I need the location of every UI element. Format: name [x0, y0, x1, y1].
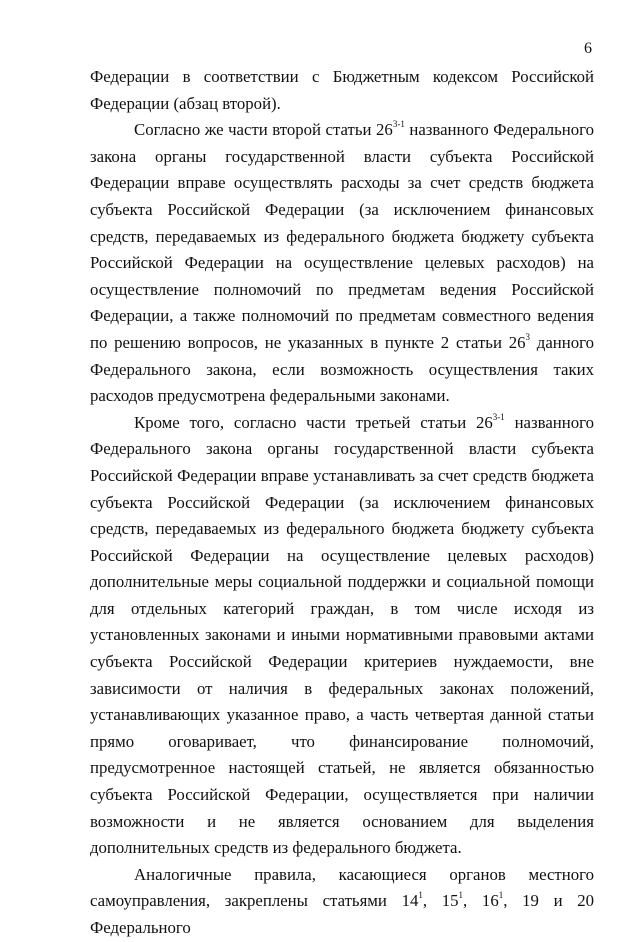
- page-number: 6: [584, 40, 592, 57]
- paragraph: [90, 117, 594, 410]
- paragraph: [90, 410, 594, 862]
- superscript: 1: [458, 890, 464, 901]
- paragraph-text: названного Федерального закона органы государственной власти субъекта Российской Федерации вправе осуществлять расходы за счет средств бюджета субъекта Российской Федерации (за исключением финансовых средств, передаваемых из федерального бюджета бюджету субъекта Российской Федерации на осуществление целевых расходов) на осуществление полномочий по предметам ведения Российской Федерации, а также полномочий по предметам совместного ведения по решению вопросов, не указанных в пункте 2 статьи 26: [90, 120, 594, 352]
- paragraph: [90, 64, 594, 117]
- superscript: 1: [498, 890, 504, 901]
- paragraph-text: Согласно же части второй статьи 26: [134, 120, 393, 140]
- paragraph-text: , 19 и 20 Федерального: [90, 891, 595, 937]
- superscript: 3-1: [492, 411, 505, 422]
- paragraph-text: названного Федерального закона органы государственной власти субъекта Российской Федерации вправе устанавливать за счет средств бюджета субъекта Российской Федерации (за исключением финансовых средств, передаваемых из федерального бюджета бюджету субъекта Российской Федерации на осуществление целевых расходов) дополнительные меры социальной поддержки и социальной помощи для отдельных категорий граждан, в том числе исходя из установленных законами и иными нормативными правовыми актами субъекта Российской Федерации критериев нуждаемости, вне зависимости от наличия в федеральных законах положений, устанавливающих указанное право, а часть четвертая данной статьи прямо оговаривает, что финансирование полномочий, предусмотренное настоящей статьей, не является обязанностью субъекта Российской Федерации, осуществляется при наличии возможности и не является основанием для выделения дополнительных средств из федерального бюджета.: [90, 412, 594, 858]
- paragraph-text: Кроме того, согласно части третьей статьи 26: [134, 412, 493, 432]
- paragraph-text: Федерации в соответствии с Бюджетным кодексом Российской Федерации (абзац второй).: [90, 67, 594, 113]
- superscript: 1: [418, 890, 423, 901]
- paragraph: [90, 862, 594, 942]
- paragraph-text: , 16: [463, 891, 499, 911]
- paragraph-text: данного Федерального закона, если возможность осуществления таких расходов предусмотрена федеральными законами.: [90, 332, 594, 406]
- paragraph-text: , 15: [422, 891, 459, 911]
- paragraph-text: Аналогичные правила, касающиеся органов местного самоуправления, закреплены статьями 14: [90, 864, 594, 911]
- superscript: 3: [525, 331, 531, 342]
- document-body: [90, 64, 594, 942]
- superscript: 3-1: [392, 119, 405, 130]
